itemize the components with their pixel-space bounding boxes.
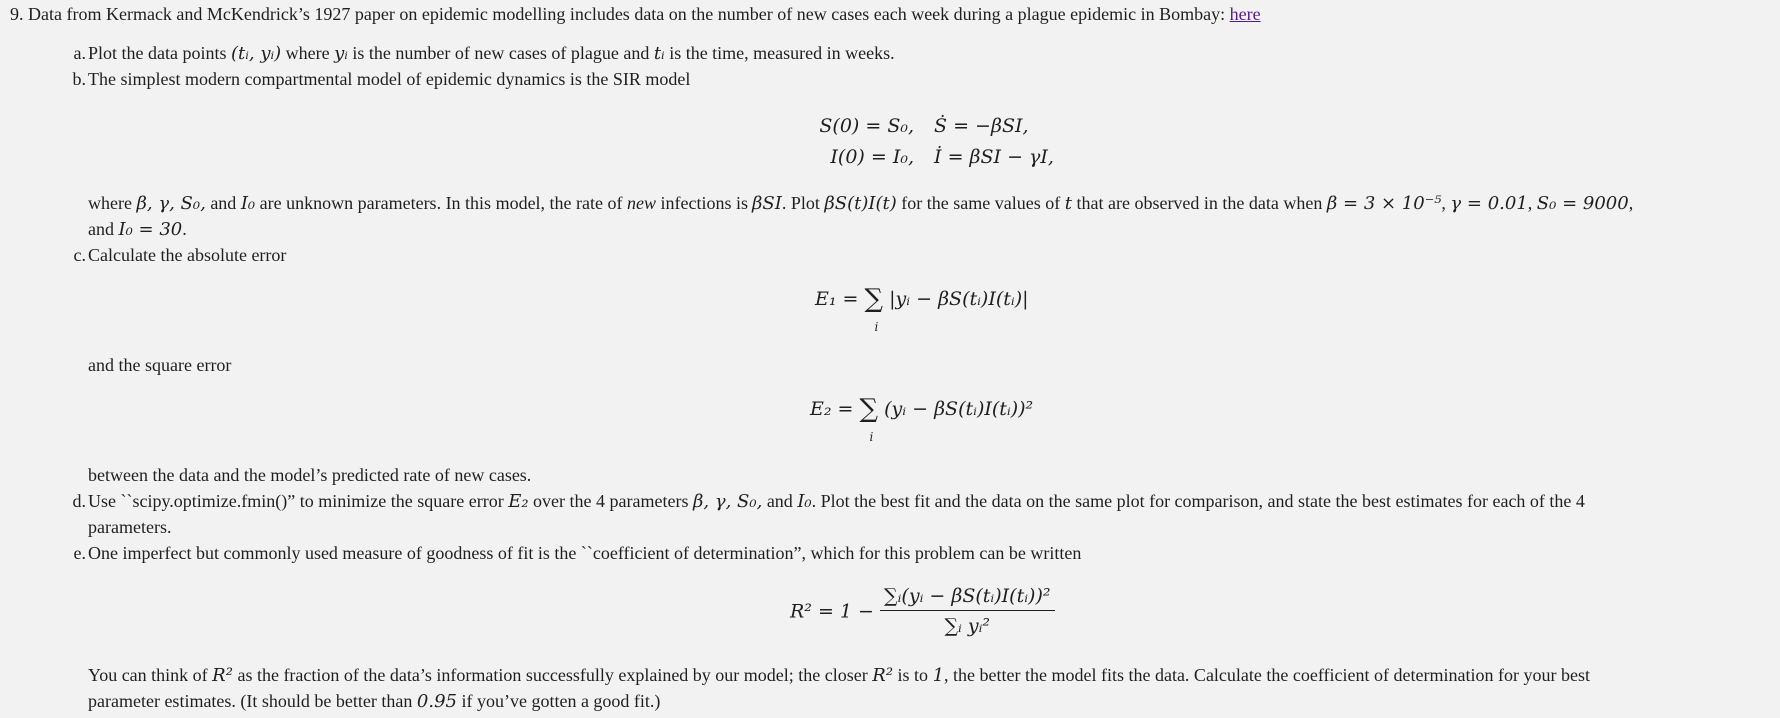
text: Use ``scipy.optimize.fmin()” to minimize the square error (88, 491, 504, 511)
text: for the same values of (901, 193, 1061, 213)
item-a-marker: a. (73, 43, 86, 63)
e2-sum (859, 394, 879, 444)
item-a-math-t: tᵢ (653, 43, 665, 64)
sir-eq-i0: I(0) = I₀, (830, 146, 914, 168)
r2-denominator: ∑ᵢ yᵢ² (944, 615, 991, 637)
math: βSI (752, 193, 782, 214)
text: . (182, 219, 187, 239)
math: t (1064, 193, 1072, 214)
text: infections is (660, 193, 749, 213)
e1-lhs: E₁ = (815, 288, 859, 310)
item-c-text-3: between the data and the model’s predicted rate of new cases. (88, 465, 532, 485)
math: I₀ (240, 193, 256, 214)
problem-statement (10, 1, 1261, 27)
problem-number: 9. (10, 4, 24, 24)
math: R² (872, 665, 894, 686)
math: 1 (932, 665, 945, 686)
text: . Plot the best fit and the data on the same plot for comparison, and state the best estimates for each of the 4 (811, 491, 1585, 511)
text: as the fraction of the data’s information successfully explained by our model; the closer (237, 665, 868, 685)
text: is to (897, 665, 929, 685)
item-b-text-3 (88, 216, 187, 243)
item-a-text-4: is the time, measured in weeks. (669, 43, 895, 63)
item-a-math-y: yᵢ (334, 43, 348, 64)
item-e-marker: e. (73, 543, 86, 563)
math: 0.95 (416, 691, 457, 712)
math: I₀ = 30 (118, 219, 183, 240)
text: are unknown parameters. In this model, the rate of (259, 193, 623, 213)
text: and (88, 219, 114, 239)
text: . Plot (781, 193, 820, 213)
r-squared-equation (790, 582, 1055, 641)
r2-lhs: R² = 1 − (790, 600, 874, 623)
item-d-text-1 (88, 488, 1585, 515)
math: γ = 0.01 (1450, 193, 1528, 214)
item-a-text-1: Plot the data points (88, 43, 227, 63)
text: if you’ve gotten a good fit.) (461, 691, 661, 711)
e2-body: (yᵢ − βS(tᵢ)I(tᵢ))² (884, 398, 1034, 420)
text: , the better the model fits the data. Calculate the coefficient of determination for your best (944, 665, 1590, 685)
square-error-equation (810, 394, 1034, 444)
item-a-text-2: where (285, 43, 330, 63)
text: that are observed in the data when (1076, 193, 1323, 213)
item-a-text-3: is the number of new cases of plague and (352, 43, 650, 63)
item-c-marker: c. (73, 245, 86, 265)
item-e-text-2 (88, 662, 1590, 689)
text: , (1628, 193, 1634, 213)
item-d-marker: d. (72, 491, 86, 511)
math: βS(t)I(t) (824, 193, 897, 214)
problem-intro: Data from Kermack and McKendrick’s 1927 paper on epidemic modelling includes data on the number of new cases each week during a plague epidemic in Bombay: (28, 4, 1226, 24)
item-b-text-1: The simplest modern compartmental model of epidemic dynamics is the SIR model (88, 69, 691, 89)
math: β, γ, S₀, (692, 491, 763, 512)
sir-eq-row-1 (810, 113, 1029, 139)
text: where (88, 193, 132, 213)
math: S₀ = 9000 (1536, 193, 1629, 214)
item-b-marker: b. (72, 69, 86, 89)
text: You can think of (88, 665, 208, 685)
math: β = 3 × 10⁻⁵ (1326, 193, 1442, 214)
text: over the 4 parameters (533, 491, 689, 511)
r2-numerator: ∑ᵢ(yᵢ − βS(tᵢ)I(tᵢ))² (880, 582, 1054, 611)
math: β, γ, S₀, (136, 193, 206, 214)
sir-eq-s0: S(0) = S₀, (819, 115, 914, 137)
e1-sum (864, 284, 884, 334)
text: and (210, 193, 237, 213)
text: parameter estimates. (It should be better than (88, 691, 413, 711)
item-a-text (88, 40, 895, 67)
item-c-text-1: Calculate the absolute error (88, 245, 287, 265)
sir-eq-sdot: Ṡ = −βSI, (934, 115, 1029, 137)
item-c-text-2: and the square error (88, 355, 232, 375)
item-d-text-2: parameters. (88, 517, 172, 537)
emphasis: new (627, 193, 657, 213)
data-link[interactable]: here (1229, 4, 1261, 24)
text: and (766, 491, 793, 511)
math: R² (212, 665, 233, 686)
e2-lhs: E₂ = (810, 398, 854, 420)
text: , (1527, 193, 1533, 213)
e2-sum-index: i (869, 430, 874, 444)
text: , (1441, 193, 1446, 213)
e1-sum-index: i (874, 320, 879, 334)
e2-sigma: ∑ (859, 394, 879, 424)
item-e-text-3 (88, 688, 660, 715)
r2-fraction (880, 582, 1054, 641)
math: I₀ (797, 491, 812, 512)
e1-body: |yᵢ − βS(tᵢ)I(tᵢ)| (889, 288, 1029, 310)
item-a-math-point: (tᵢ, yᵢ) (231, 43, 282, 64)
absolute-error-equation (815, 284, 1029, 334)
e1-sigma: ∑ (864, 284, 884, 314)
item-b-text-2 (88, 190, 1633, 217)
item-e-text-1: One imperfect but commonly used measure of goodness of fit is the ``coefficient of determination”, which for this problem can be written (88, 543, 1082, 563)
sir-eq-idot: İ = βSI − γI, (934, 146, 1054, 168)
sir-eq-row-2 (810, 144, 1054, 170)
math: E₂ (508, 491, 529, 512)
